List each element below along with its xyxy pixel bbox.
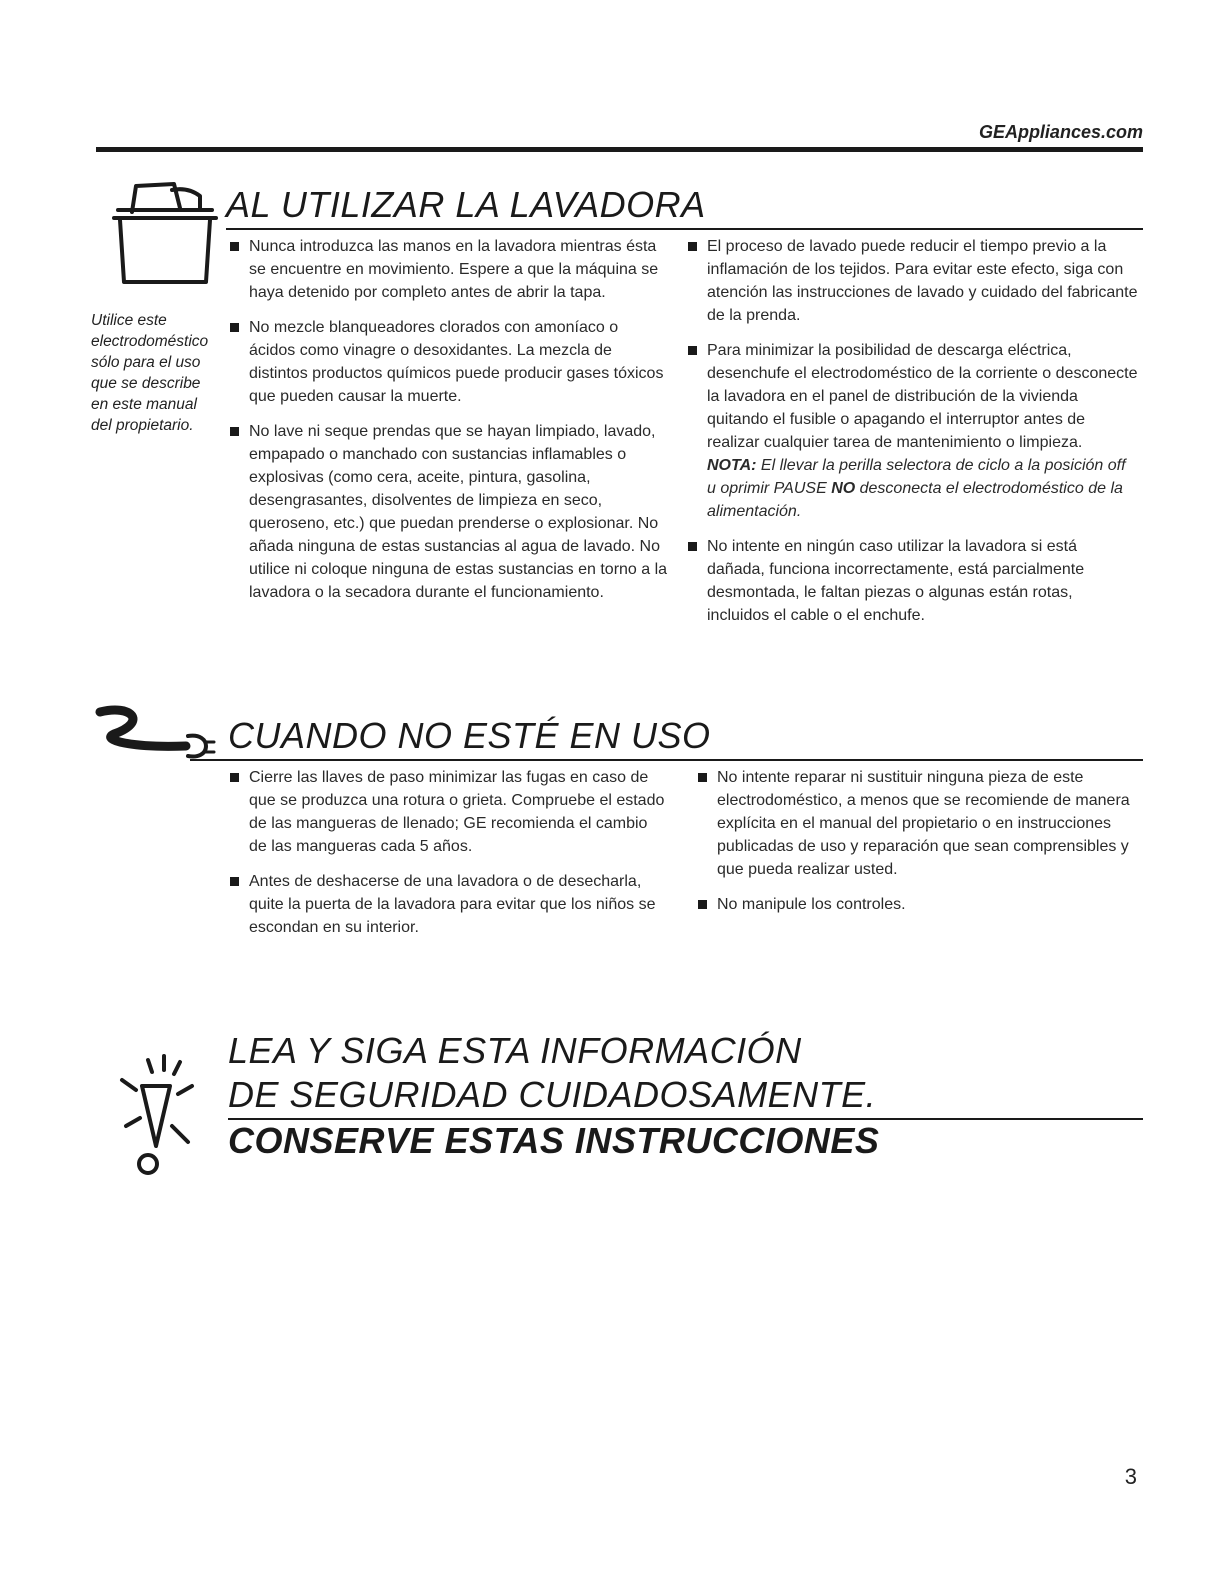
list-item: No mezcle blanqueadores clorados con amoníaco o ácidos como vinagre o desoxidantes. La mezcla de distintos productos químicos puede producir gases tóxicos que pueden causar la muerte. — [230, 316, 668, 408]
sidenote-line: Utilice este — [91, 312, 167, 329]
sidenote-line: electrodoméstico — [91, 333, 209, 350]
warning-title-line-3: CONSERVE ESTAS INSTRUCCIONES — [228, 1120, 880, 1161]
section1-left-column — [230, 235, 668, 616]
sidenote-line: que se describe — [91, 375, 201, 392]
list-item — [688, 339, 1138, 523]
warning-title-line-2: DE SEGURIDAD CUIDADOSAMENTE. — [228, 1074, 877, 1115]
warning-exclamation-icon — [92, 1042, 232, 1182]
sidenote-line: del propietario. — [91, 417, 194, 434]
page-number: 3 — [1124, 1464, 1137, 1489]
section2-right-column — [698, 766, 1138, 928]
note-text: desconecta el electrodoméstico de la alimentación. — [707, 480, 1123, 520]
power-plug-icon — [92, 700, 216, 762]
sidenote-line: en este manual — [91, 396, 197, 413]
header-rule — [96, 147, 1143, 152]
note — [707, 454, 1138, 523]
section-title-al-utilizar: AL UTILIZAR LA LAVADORA — [226, 184, 706, 225]
note-emphasis: NO — [831, 480, 856, 497]
list-item: No intente reparar ni sustituir ninguna pieza de este electrodoméstico, a menos que se recomiende de manera explícita en el manual del propietario o en instrucciones publicadas de uso y reparación que sean comprensibles y que pueda realizar usted. — [698, 766, 1138, 881]
list-item: No intente en ningún caso utilizar la lavadora si está dañada, funciona incorrectamente, está parcialmente desmontada, le faltan piezas o algunas están rotas, incluidos el cable o el enchufe. — [688, 535, 1138, 627]
list-item: No lave ni seque prendas que se hayan limpiado, lavado, empapado o manchado con sustancias inflamables o explosivas (como cera, aceite, pintura, gasolina, desengrasantes, disolventes de limpieza en seco, queroseno, etc.) que puedan prenderse o explosionar. No añada ninguna de estas sustancias al agua de lavado. No utilice ni coloque ninguna de estas sustancias en torno a la lavadora o la secadora durante el funcionamiento. — [230, 420, 668, 604]
site-url[interactable]: GEAppliances.com — [978, 122, 1143, 142]
list-item: Nunca introduzca las manos en la lavadora mientras ésta se encuentre en movimiento. Espere a que la máquina se haya detenido por completo antes de abrir la tapa. — [230, 235, 668, 304]
list-item-text: Para minimizar la posibilidad de descarga eléctrica, desenchufe el electrodoméstico de la corriente o desconecte la lavadora en el panel de distribución de la vivienda quitando el fusible o apagando el interruptor antes de realizar cualquier tarea de mantenimiento o limpieza. — [707, 342, 1138, 451]
section-rule — [190, 759, 1143, 761]
section-title-cuando-no-este: CUANDO NO ESTÉ EN USO — [228, 715, 711, 756]
list-item: Antes de deshacerse de una lavadora o de desecharla, quite la puerta de la lavadora para evitar que los niños se escondan en su interior. — [230, 870, 668, 939]
sidenote-line: sólo para el uso — [91, 354, 201, 371]
sidenote — [91, 310, 231, 436]
list-item: No manipule los controles. — [698, 893, 1138, 916]
list-item: Cierre las llaves de paso minimizar las fugas en caso de que se produzca una rotura o grieta. Compruebe el estado de las mangueras de llenado; GE recomienda el cambio de las mangueras cada 5 años. — [230, 766, 668, 858]
list-item: El proceso de lavado puede reducir el tiempo previo a la inflamación de los tejidos. Para evitar este efecto, siga con atención las instrucciones de lavado y cuidado del fabricante de la prenda. — [688, 235, 1138, 327]
note-label: NOTA: — [707, 457, 757, 474]
washer-icon — [110, 178, 220, 290]
section1-right-column — [688, 235, 1138, 639]
note-text: El llevar la perilla selectora de ciclo a la posición off u oprimir PAUSE — [707, 457, 1126, 497]
warning-title-line-1: LEA Y SIGA ESTA INFORMACIÓN — [228, 1030, 802, 1071]
section-rule — [226, 228, 1143, 230]
section2-left-column — [230, 766, 668, 951]
